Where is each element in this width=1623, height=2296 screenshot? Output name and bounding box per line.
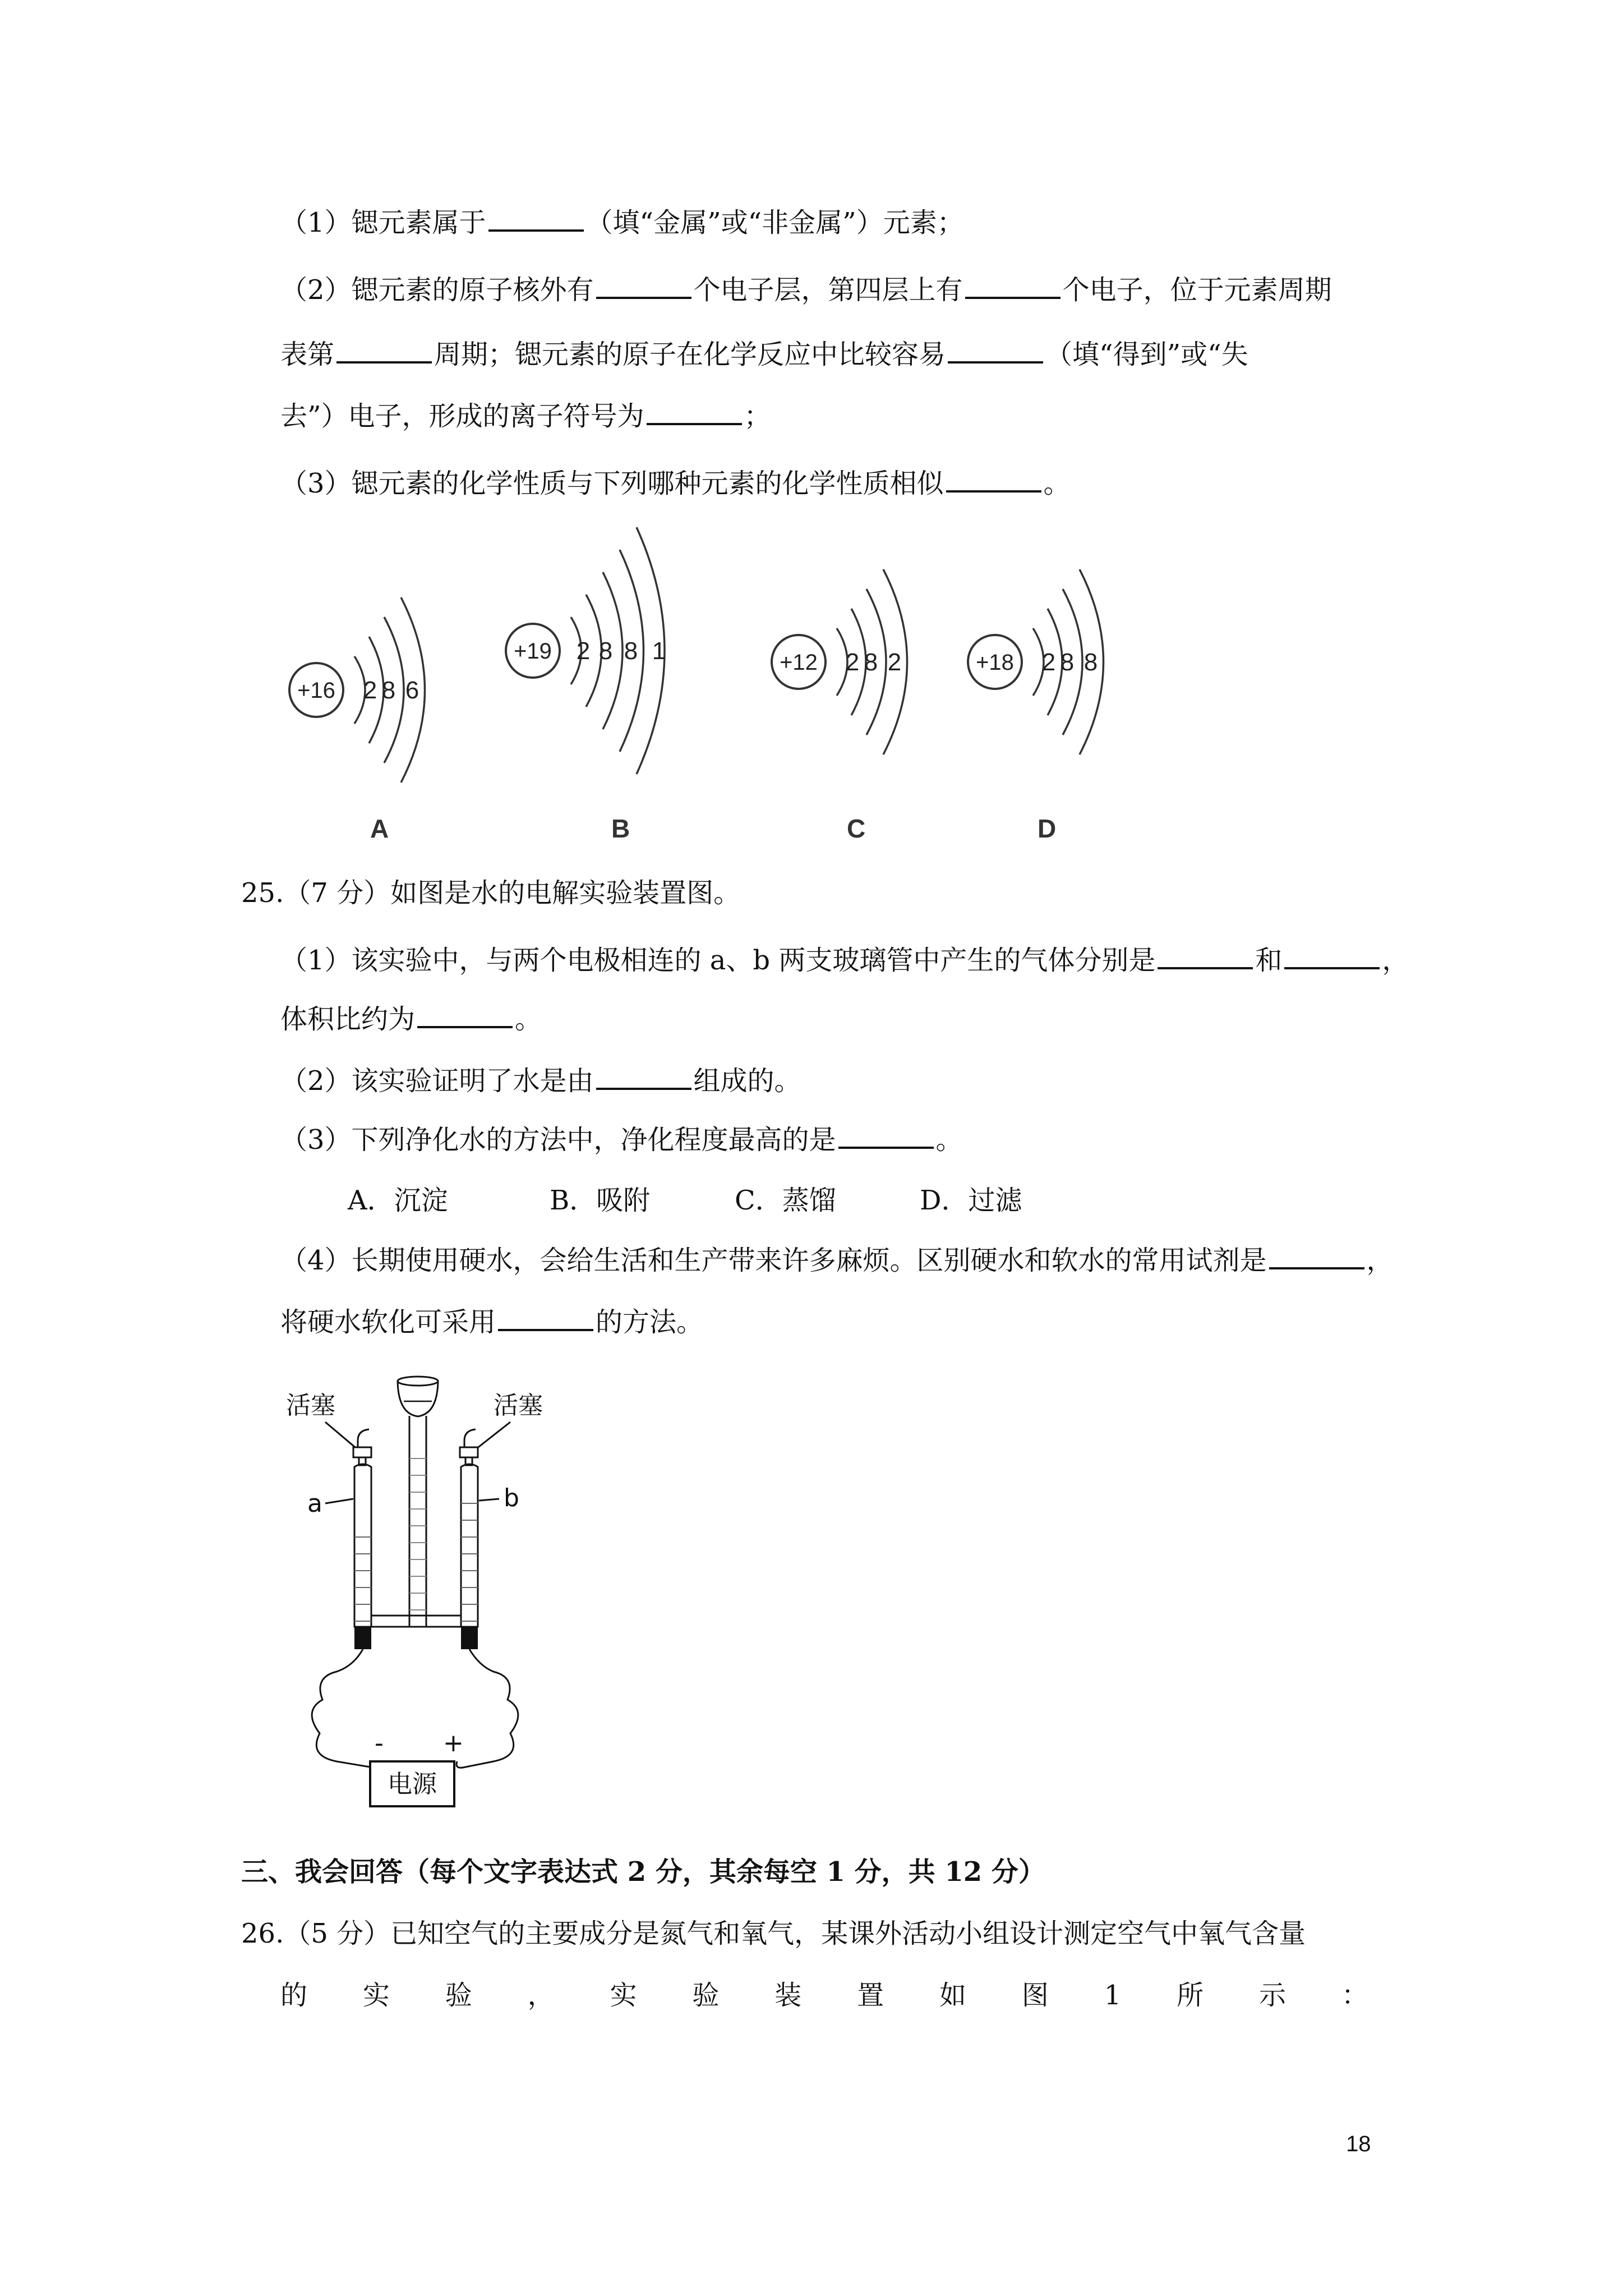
svg-text:+18: +18 bbox=[976, 650, 1014, 675]
option-label: A bbox=[370, 814, 389, 843]
svg-text:+12: +12 bbox=[780, 650, 818, 675]
svg-text:2: 2 bbox=[1041, 648, 1056, 676]
q25-part1-line1: （1）该实验中，与两个电极相连的 a、b 两支玻璃管中产生的气体分别是 和 ， bbox=[280, 942, 1409, 978]
svg-text:2: 2 bbox=[363, 677, 377, 704]
svg-text:2: 2 bbox=[576, 637, 591, 665]
svg-text:8: 8 bbox=[624, 637, 638, 665]
svg-text:1: 1 bbox=[652, 637, 666, 665]
q24-part2-line1: （2）锶元素的原子核外有 个电子层，第四层上有 个电子，位于元素周期 bbox=[280, 272, 1332, 308]
atom-structure-d bbox=[965, 567, 1133, 780]
answer-blank[interactable] bbox=[1158, 942, 1253, 969]
answer-blank[interactable] bbox=[948, 337, 1043, 364]
q25-part3: （3）下列净化水的方法中，净化程度最高的是 。 bbox=[280, 1122, 963, 1158]
option-label: B bbox=[611, 814, 630, 843]
option-a[interactable]: A．沉淀 bbox=[348, 1185, 448, 1216]
section-heading: 三、我会回答（每个文字表达式 2 分，其余每空 1 分，共 12 分） bbox=[241, 1856, 1045, 1888]
answer-blank[interactable] bbox=[1269, 1243, 1364, 1269]
option-label: D bbox=[1038, 814, 1057, 843]
q24-part1: （1）锶元素属于 （填“金属”或“非金属”）元素； bbox=[280, 205, 964, 241]
q25-title: 25.（7 分）如图是水的电解实验装置图。 bbox=[241, 877, 741, 909]
svg-text:2: 2 bbox=[845, 648, 860, 676]
positive-terminal: + bbox=[443, 1729, 464, 1757]
q25-options bbox=[348, 1182, 1022, 1218]
tube-b-label: b bbox=[504, 1484, 519, 1512]
valve-label-left: 活塞 bbox=[286, 1391, 335, 1420]
svg-text:8: 8 bbox=[864, 648, 878, 676]
svg-text:6: 6 bbox=[405, 677, 419, 704]
answer-blank[interactable] bbox=[596, 1063, 691, 1090]
q24-part2-line3: 去”）电子，形成的离子符号为 ； bbox=[280, 398, 771, 434]
atom-structure-a bbox=[286, 595, 454, 808]
atom-diagram-d bbox=[965, 567, 1133, 843]
option-c[interactable]: C．蒸馏 bbox=[735, 1185, 836, 1216]
valve-label-right: 活塞 bbox=[494, 1391, 543, 1420]
q25-part4-line1: （4）长期使用硬水，会给生活和生产带来许多麻烦。区别硬水和软水的常用试剂是 ， bbox=[280, 1243, 1394, 1278]
q25-part2: （2）该实验证明了水是由 组成的。 bbox=[280, 1063, 801, 1099]
atom-structure-b bbox=[499, 527, 701, 808]
svg-text:8: 8 bbox=[1083, 648, 1098, 676]
electrode-a bbox=[354, 1627, 371, 1649]
svg-text:8: 8 bbox=[1060, 648, 1075, 676]
answer-blank[interactable] bbox=[1284, 942, 1380, 969]
tube-a-label: a bbox=[307, 1489, 322, 1518]
q26-line1: 26.（5 分）已知空气的主要成分是氮气和氧气，某课外活动小组设计测定空气中氧气含量 bbox=[241, 1918, 1306, 1949]
option-label: C bbox=[847, 814, 866, 843]
answer-blank[interactable] bbox=[417, 1001, 513, 1028]
negative-terminal: - bbox=[375, 1729, 384, 1757]
q26-line2: 的 实 验 ， 实 验 装 置 如 图 1 所 示 ： bbox=[280, 1980, 1368, 2011]
option-d[interactable]: D．过滤 bbox=[920, 1185, 1022, 1216]
power-supply-label: 电源 bbox=[388, 1770, 437, 1798]
svg-text:8: 8 bbox=[381, 677, 396, 704]
answer-blank[interactable] bbox=[946, 466, 1041, 493]
answer-blank[interactable] bbox=[488, 205, 584, 232]
answer-blank[interactable] bbox=[838, 1122, 934, 1149]
electrode-b bbox=[461, 1627, 478, 1649]
q25-part1-line2: 体积比约为 。 bbox=[280, 1001, 542, 1037]
answer-blank[interactable] bbox=[336, 337, 432, 364]
svg-text:+16: +16 bbox=[297, 678, 335, 703]
page-number: 18 bbox=[1346, 2132, 1371, 2156]
answer-blank[interactable] bbox=[596, 272, 691, 299]
atom-diagram-a bbox=[286, 595, 454, 843]
atom-diagram-b bbox=[499, 527, 701, 843]
svg-text:2: 2 bbox=[887, 648, 902, 676]
answer-blank[interactable] bbox=[498, 1304, 593, 1331]
q24-part3: （3）锶元素的化学性质与下列哪种元素的化学性质相似 。 bbox=[280, 466, 1071, 501]
option-b[interactable]: B．吸附 bbox=[550, 1185, 651, 1216]
atom-diagram-c bbox=[768, 567, 937, 843]
q24-part2-line2: 表第 周期；锶元素的原子在化学反应中比较容易 （填“得到”或“失 bbox=[280, 337, 1248, 372]
svg-text:8: 8 bbox=[598, 637, 613, 665]
svg-text:+19: +19 bbox=[514, 639, 552, 664]
atom-structure-c bbox=[768, 567, 937, 780]
answer-blank[interactable] bbox=[965, 272, 1061, 299]
electrolysis-apparatus bbox=[269, 1369, 550, 1818]
answer-blank[interactable] bbox=[647, 398, 742, 425]
q25-part4-line2: 将硬水软化可采用 的方法。 bbox=[280, 1304, 703, 1340]
